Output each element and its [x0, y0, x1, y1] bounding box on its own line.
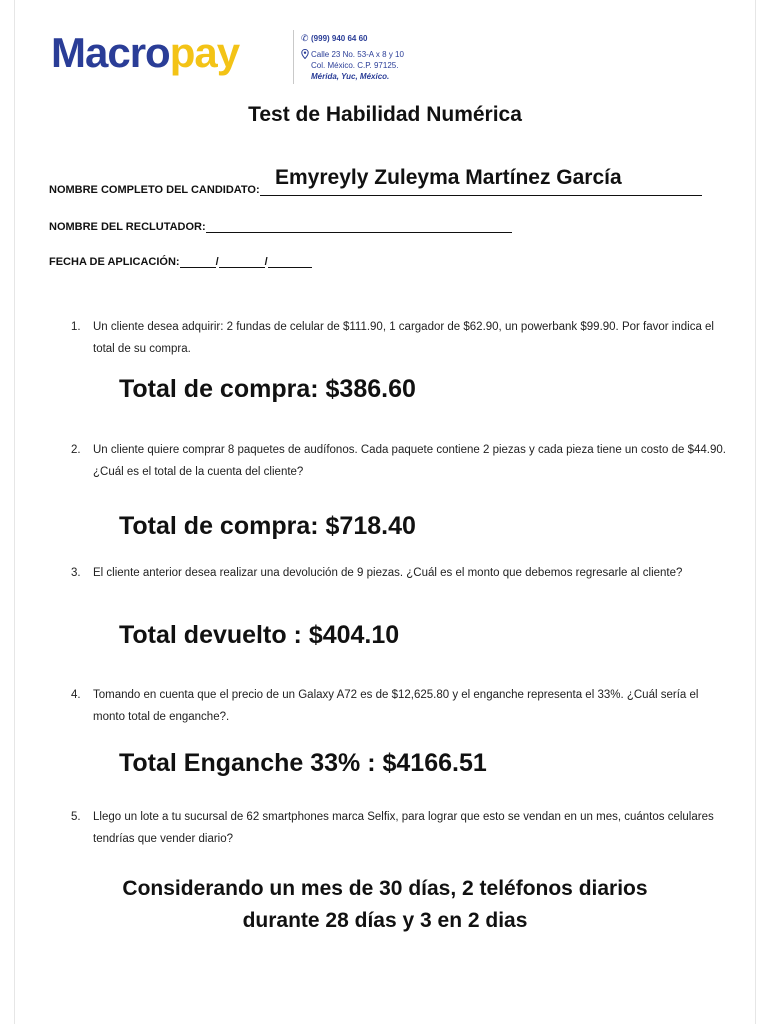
macropay-logo: Macropay	[51, 29, 240, 76]
address-line-3: Mérida, Yuc, México.	[311, 72, 390, 81]
header-divider	[293, 30, 294, 84]
recruiter-underline	[206, 220, 512, 233]
question-4-text: Tomando en cuenta que el precio de un Galaxy A72 es de $12,625.80 y el enganche representa el 33%. ¿Cuál sería el monto total de enganche?.	[93, 689, 699, 723]
question-1-text: Un cliente desea adquirir: 2 fundas de celular de $111.90, 1 cargador de $62.90, un powerbank $99.90. Por favor indica el total de su compra.	[93, 321, 714, 355]
question-5-text: Llego un lote a tu sucursal de 62 smartphones marca Selfix, para lograr que esto se vendan en un mes, cuántos celulares tendrías que vender diario?	[93, 811, 714, 845]
question-5: 5. Llego un lote a tu sucursal de 62 smartphones marca Selfix, para lograr que esto se vendan en un mes, cuántos celulares tendrías que vender diario?	[71, 806, 731, 850]
question-2-text: Un cliente quiere comprar 8 paquetes de audífonos. Cada paquete contiene 2 piezas y cada pieza tiene un costo de $44.90. ¿Cuál es el total de la cuenta del cliente?	[93, 444, 726, 478]
question-2: 2. Un cliente quiere comprar 8 paquetes de audífonos. Cada paquete contiene 2 piezas y cada pieza tiene un costo de $44.90. ¿Cuál es el total de la cuenta del cliente?	[71, 439, 731, 483]
address-line-1: Calle 23 No. 53-A x 8 y 10	[311, 50, 404, 59]
answer-5-line-1: Considerando un mes de 30 días, 2 teléfonos diarios	[122, 877, 648, 900]
phone-icon: ✆	[301, 33, 309, 43]
document-page	[14, 0, 756, 1024]
date-day-line	[180, 255, 216, 268]
question-4: 4. Tomando en cuenta que el precio de un Galaxy A72 es de $12,625.80 y el enganche representa el 33%. ¿Cuál sería el monto total de enganche?.	[71, 684, 731, 728]
location-pin-icon	[301, 49, 311, 62]
answer-4: Total Enganche 33% : $4166.51	[119, 749, 487, 777]
answer-3: Total devuelto : $404.10	[119, 621, 400, 649]
answer-5-line-2: durante 28 días y 3 en 2 dias	[242, 909, 528, 932]
question-3-text: El cliente anterior desea realizar una devolución de 9 piezas. ¿Cuál es el monto que debemos regresarle al cliente?	[93, 567, 683, 579]
question-1: 1. Un cliente desea adquirir: 2 fundas de celular de $111.90, 1 cargador de $62.90, un powerbank $99.90. Por favor indica el total de su compra.	[71, 316, 731, 360]
candidate-name: Emyreyly Zuleyma Martínez García	[275, 166, 622, 189]
phone-row	[301, 33, 404, 44]
contact-info	[301, 33, 404, 82]
recruiter-label: NOMBRE DEL RECLUTADOR:	[49, 221, 206, 233]
date-month-line	[219, 255, 265, 268]
answer-2: Total de compra: $718.40	[119, 512, 416, 540]
address-row	[301, 49, 404, 82]
question-3: 3. El cliente anterior desea realizar una devolución de 9 piezas. ¿Cuál es el monto que debemos regresarle al cliente?	[71, 562, 731, 584]
date-label: FECHA DE APLICACIÓN:	[49, 256, 180, 268]
date-field: FECHA DE APLICACIÓN: / /	[49, 255, 312, 268]
answer-1: Total de compra: $386.60	[119, 375, 416, 403]
page-title: Test de Habilidad Numérica	[248, 103, 522, 126]
address-line-2: Col. México. C.P. 97125.	[311, 61, 399, 70]
candidate-label: NOMBRE COMPLETO DEL CANDIDATO:	[49, 184, 260, 196]
date-year-line	[268, 255, 312, 268]
recruiter-field	[49, 220, 512, 233]
phone-number: (999) 940 64 60	[311, 34, 368, 43]
